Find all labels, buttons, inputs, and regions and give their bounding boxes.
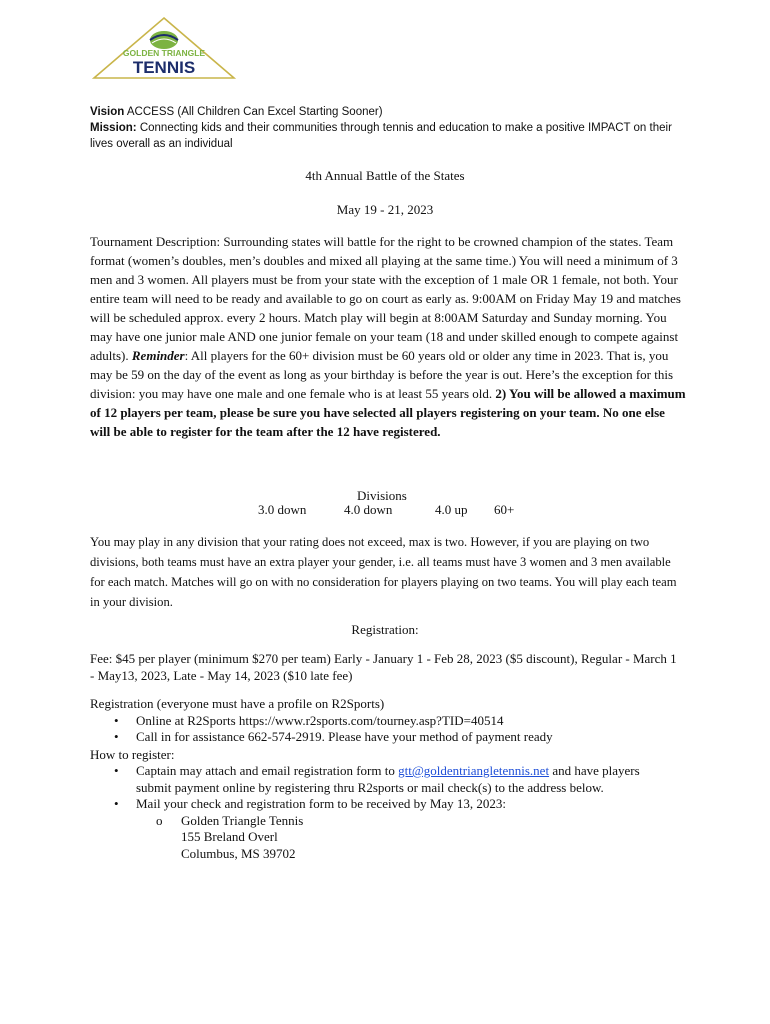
list-item: • Call in for assistance 662-574-2919. Please have your method of payment ready xyxy=(114,729,553,744)
division-item: 60+ xyxy=(494,502,515,517)
event-dates: May 19 - 21, 2023 xyxy=(336,202,434,217)
address-line: 155 Breland Overl xyxy=(181,829,278,844)
description-part2: : All players for the 60+ division must be 60 years old or older any time in 2023. That is, you may be 59 on the day of the event as long as your birthday is before the year is out. Here’s the exception for this division: you may have one male and one female who is at least 55 years old. xyxy=(90,348,674,401)
registration-intro: Registration (everyone must have a profile on R2Sports) xyxy=(90,696,385,711)
how-to-register-label: How to register: xyxy=(90,746,175,762)
division-item: 4.0 up xyxy=(435,502,468,517)
tennis-ball-icon xyxy=(150,31,178,49)
logo-line2: TENNIS xyxy=(132,58,196,77)
bullet-icon: • xyxy=(114,712,119,728)
registration-fee: Fee: $45 per player (minimum $270 per team) Early - January 1 - Feb 28, 2023 ($5 discount), Regular - March 1 - May13, 2023, Late - May 14, 2023 ($10 late fee) xyxy=(90,651,677,683)
logo-line1: GOLDEN TRIANGLE xyxy=(122,48,206,58)
registration-details xyxy=(90,696,690,862)
vision-text: ACCESS (All Children Can Excel Starting Sooner) xyxy=(124,106,383,118)
circle-bullet-icon: o xyxy=(156,812,163,828)
event-title: 4th Annual Battle of the States xyxy=(305,168,465,183)
list-item: • Captain may attach and email registration form to gtt@goldentriangletennis.net and have players submit payment online by registering thru R2sports or mail check(s) to the address below. xyxy=(114,763,640,795)
mission-text: Connecting kids and their communities through tennis and education to make a positive IMPACT on their lives overall as an individual xyxy=(90,122,672,150)
list-item: • Online at R2Sports https://www.r2sports.com/tourney.asp?TID=40514 xyxy=(114,712,504,728)
mailing-address xyxy=(90,813,690,863)
bullet-icon: • xyxy=(114,763,119,778)
max-players-note: 2) You will be allowed a maximum of 12 players per team, please be sure you have selected all players registering on your team. No one else will be able to register for the team after the 12 have registered. xyxy=(90,386,686,439)
reminder-label: Reminder xyxy=(131,348,185,363)
address-line: Golden Triangle Tennis xyxy=(181,812,304,828)
vision-mission xyxy=(90,104,690,152)
mission-label: Mission: xyxy=(90,122,137,134)
division-item: 3.0 down xyxy=(258,502,307,517)
division-item: 4.0 down xyxy=(344,502,393,517)
email-link[interactable]: gtt@goldentriangletennis.net xyxy=(398,763,550,778)
golden-triangle-tennis-logo xyxy=(92,16,236,80)
bullet-icon: • xyxy=(114,796,119,811)
registration-heading: Registration: xyxy=(351,622,419,637)
divisions-title: Divisions xyxy=(357,488,407,503)
bullet-icon: • xyxy=(114,729,119,744)
play-rules: You may play in any division that your rating does not exceed, max is two. However, if you are playing on two divisions, both teams must have an extra player your gender, i.e. all teams must have 3 women and 3 men available for each match. Matches will go on with no consideration for players playing on two teams. You will play each team in your division. xyxy=(90,535,677,609)
address-line: Columbus, MS 39702 xyxy=(181,845,296,861)
tournament-description xyxy=(90,232,686,441)
vision-label: Vision xyxy=(90,106,125,118)
description-part1: Tournament Description: Surrounding states will battle for the right to be crowned champion of the states. Team format (women’s doubles, men’s doubles and mixed all playing at the same time.) You will need a minimum of 3 men and 3 women. All players must be from your state with the exception of 1 male OR 1 female, not both. Your entire team will need to be ready and available to go on court as early as. 9:00AM on Friday May 19 and matches will be scheduled approx. every 2 hours. Match play will begin at 8:00AM Saturday and Sunday morning. You may have one junior male AND one junior female on your team (18 and under skilled enough to compete against adults). xyxy=(90,234,681,363)
list-item: • Mail your check and registration form to be received by May 13, 2023: xyxy=(114,796,507,811)
